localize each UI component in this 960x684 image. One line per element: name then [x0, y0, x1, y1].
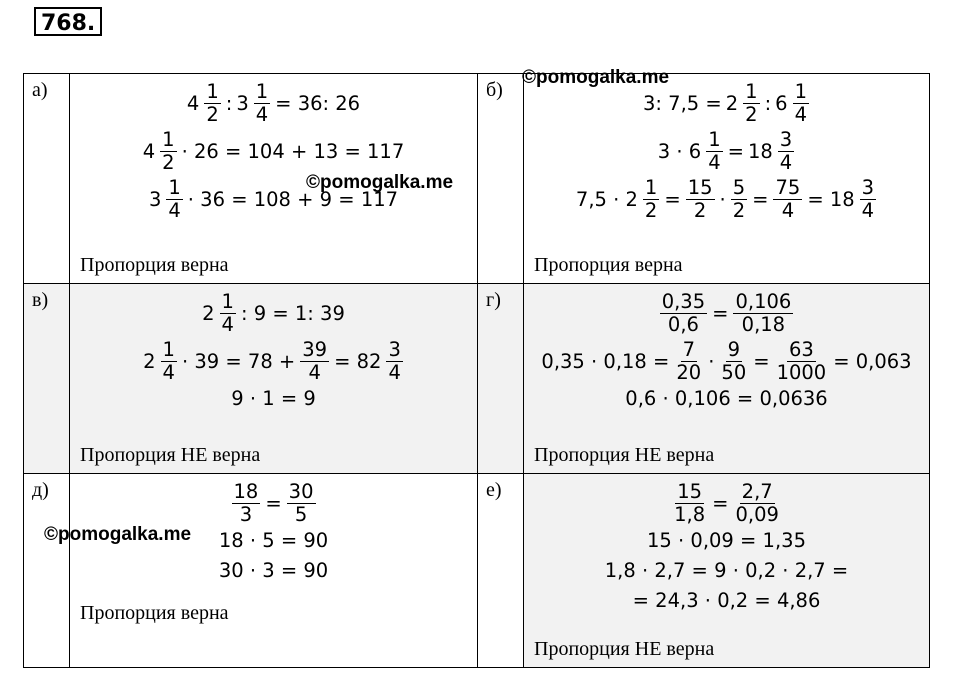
v-line-3: 9 · 1 = 9: [231, 386, 316, 410]
watermark: ©pomogalka.me: [44, 524, 192, 545]
label-cell-a: [24, 74, 70, 284]
cell-d: [44, 474, 478, 668]
label-b: б): [486, 79, 503, 101]
e-line-2: 15 · 0,09 = 1,35: [647, 528, 806, 552]
label-a: а): [32, 79, 48, 101]
a-verdict: Пропорция верна: [80, 254, 229, 276]
d-line-1: $\frac{18}{3}$ = $\frac{30}{5}$: [233, 480, 314, 527]
label-v: в): [32, 289, 49, 311]
g-line-1: $\frac{0,35}{0,6}$ = $\frac{0,106}{0,18}$: [661, 290, 792, 337]
b-line-1: 3: 7,5 = 2 $\frac{1}{2}$ : 6 $\frac{1}{4}$: [643, 80, 807, 127]
v-line-1: 2 $\frac{1}{4}$ : 9 = 1: 39: [202, 290, 345, 337]
a-line-3: 3 $\frac{1}{4}$ · 36 = 108 + 9 = 117: [148, 175, 399, 223]
g-verdict: Пропорция НЕ верна: [534, 444, 715, 466]
e-line-4: = 24,3 · 0,2 = 4,86: [632, 588, 821, 612]
watermark: ©pomogalka.me: [306, 172, 454, 193]
cell-v: [70, 284, 478, 474]
g-line-3: 0,6 · 0,106 = 0,0636: [625, 386, 828, 410]
b-verdict: Пропорция верна: [534, 254, 683, 276]
label-cell-d: [24, 474, 70, 668]
cell-e: [524, 474, 930, 668]
d-verdict: Пропорция верна: [80, 602, 229, 624]
cell-a: [70, 74, 478, 284]
label-d: д): [32, 479, 49, 501]
e-line-1: $\frac{15}{1,8}$ = $\frac{2,7}{0,09}$: [674, 480, 779, 527]
d-line-3: 30 · 3 = 90: [218, 558, 329, 582]
task-number: 768.: [34, 7, 102, 36]
label-cell-g: [478, 284, 524, 474]
b-line-2: 3 · 6 $\frac{1}{4}$ = 18 $\frac{3}{4}$: [657, 127, 793, 175]
watermark: ©pomogalka.me: [522, 67, 670, 88]
label-cell-b: [478, 74, 524, 284]
label-cell-e: [478, 474, 524, 668]
solutions-table: [23, 67, 930, 668]
e-line-3: 1,8 · 2,7 = 9 · 0,2 · 2,7 =: [604, 558, 849, 582]
a-line-1: 4 $\frac{1}{2}$ : 3 $\frac{1}{4}$ = 36: 26: [186, 80, 361, 127]
label-cell-v: [24, 284, 70, 474]
label-g: г): [486, 289, 501, 311]
v-verdict: Пропорция НЕ верна: [80, 444, 261, 466]
cell-g: [524, 284, 930, 474]
label-e: е): [486, 479, 502, 501]
cell-b: [522, 67, 930, 284]
e-verdict: Пропорция НЕ верна: [534, 638, 715, 660]
d-line-2: 18 · 5 = 90: [218, 528, 329, 552]
g-line-2: 0,35 · 0,18 = $\frac{7}{20}$ · $\frac{9}{50}$ = $\frac{63}{1000}$ = 0,063: [541, 337, 912, 385]
b-line-3: 7,5 · 2 $\frac{1}{2}$ = $\frac{15}{2}$ · $\frac{5}{2}$ = $\frac{75}{4}$ = 18 $\frac{3}{4}$: [575, 175, 875, 223]
v-line-2: 2 $\frac{1}{4}$ · 39 = 78 + $\frac{39}{4}$ = 82 $\frac{3}{4}$: [143, 337, 401, 385]
a-line-2: 4 $\frac{1}{2}$ · 26 = 104 + 13 = 117: [142, 127, 405, 175]
